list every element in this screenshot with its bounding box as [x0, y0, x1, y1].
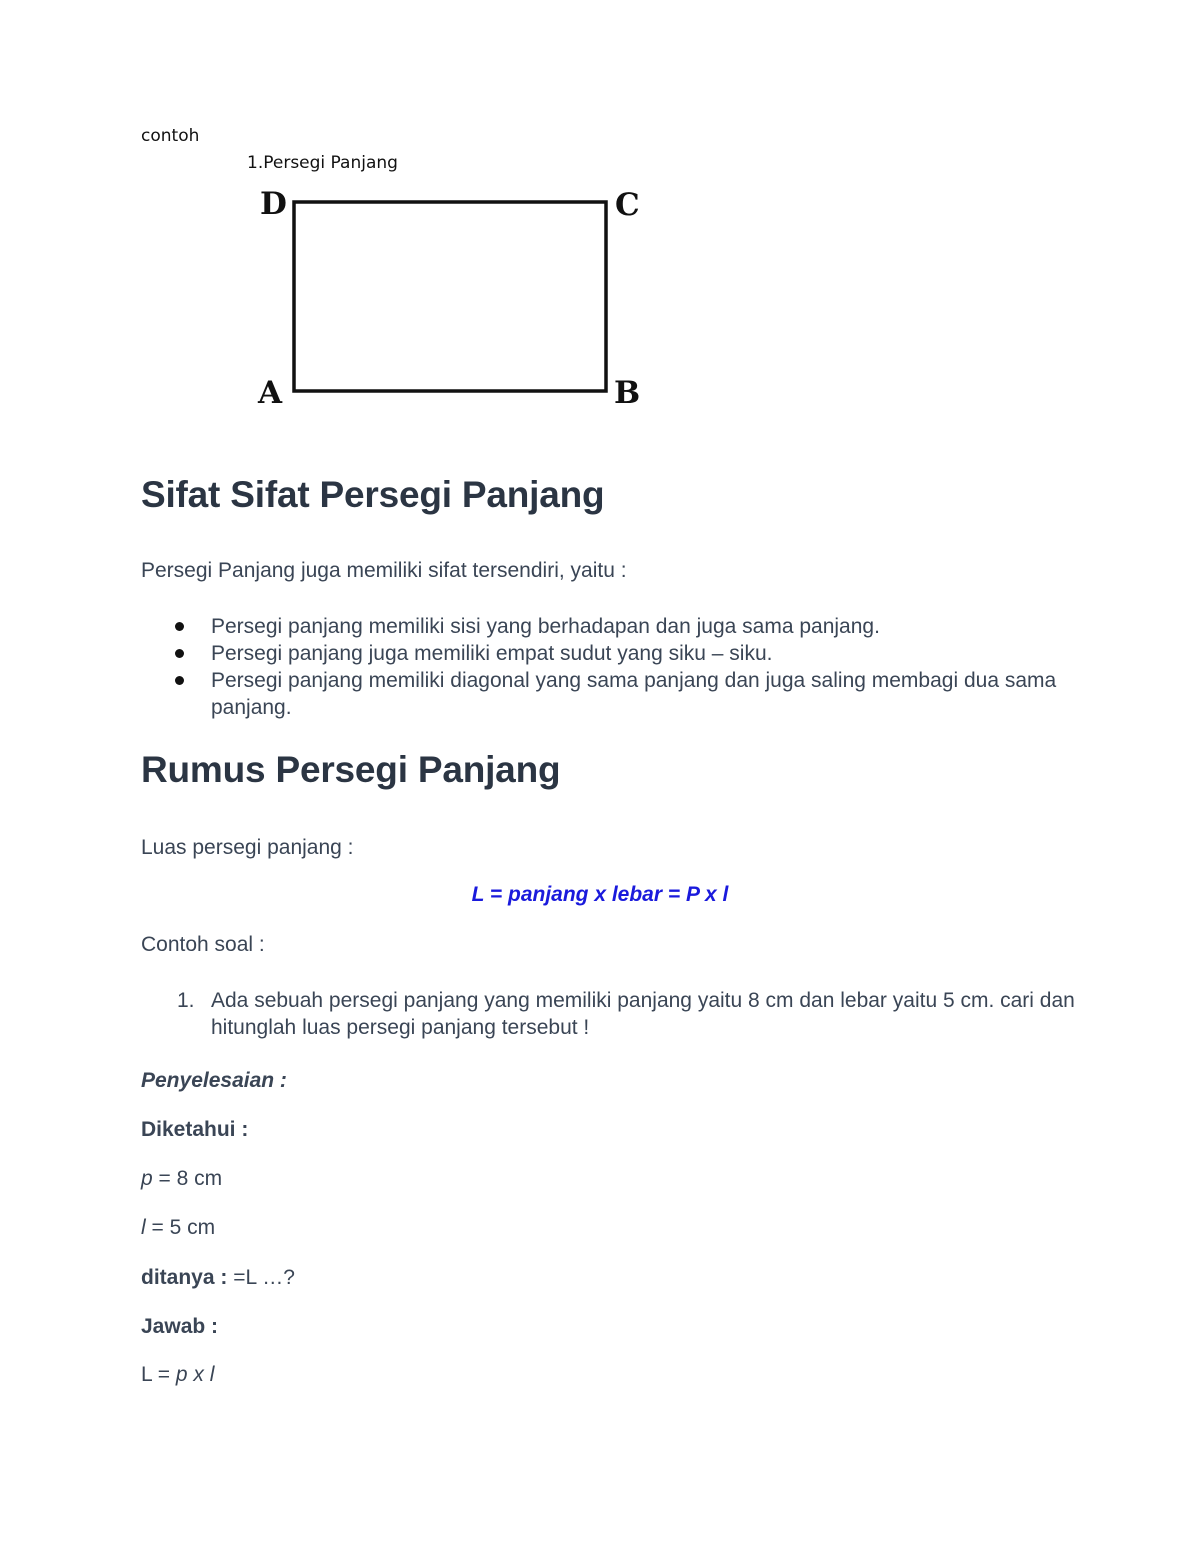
ditanya-value: =L …? [227, 1266, 295, 1289]
heading-sifat: Sifat Sifat Persegi Panjang [141, 474, 605, 515]
length-variable: p [141, 1167, 153, 1190]
answer-rhs: p x l [175, 1363, 215, 1386]
area-formula-text: L = panjang x lebar = P x l [471, 883, 729, 906]
problem-list [175, 987, 1075, 1041]
vertex-label-b: B [614, 375, 641, 411]
sifat-list [175, 613, 1075, 721]
list-item [175, 613, 1075, 640]
area-formula [0, 883, 1200, 907]
width-variable: l [141, 1216, 146, 1239]
problem-text: Ada sebuah persegi panjang yang memiliki panjang yaitu 8 cm dan lebar yaitu 5 cm. cari dan hitunglah luas persegi panjang tersebut ! [211, 989, 1075, 1039]
given-width [141, 1216, 215, 1240]
luas-label: Luas persegi panjang : [141, 836, 354, 859]
rectangle-diagram [250, 180, 660, 415]
diketahui-label: Diketahui : [141, 1118, 249, 1141]
bullet-icon [175, 622, 184, 631]
sifat-intro: Persegi Panjang juga memiliki sifat tersendiri, yaitu : [141, 559, 627, 582]
given-length [141, 1167, 222, 1191]
answer-lhs: L = [141, 1363, 176, 1386]
jawab-label: Jawab : [141, 1315, 219, 1338]
width-value: = 5 cm [145, 1216, 216, 1239]
answer-formula [141, 1363, 214, 1387]
vertex-label-a: A [258, 375, 283, 411]
heading-rumus: Rumus Persegi Panjang [141, 749, 561, 790]
vertex-label-c: C [615, 187, 640, 223]
bullet-icon [175, 649, 184, 658]
vertex-label-d: D [260, 186, 287, 222]
penyelesaian-label: Penyelesaian : [141, 1069, 287, 1092]
rectangle-shape [294, 202, 606, 391]
list-item [175, 640, 1075, 667]
length-value: = 8 cm [152, 1167, 223, 1190]
ditanya-line [141, 1266, 295, 1290]
list-item-text: Persegi panjang memiliki sisi yang berhadapan dan juga sama panjang. [211, 615, 880, 638]
contoh-soal-label: Contoh soal : [141, 933, 265, 956]
list-item-text: Persegi panjang juga memiliki empat sudut yang siku – siku. [211, 642, 773, 665]
list-item-text: Persegi panjang memiliki diagonal yang sama panjang dan juga saling membagi dua sama panjang. [211, 669, 1057, 719]
list-item [175, 987, 1075, 1041]
bullet-icon [175, 676, 184, 685]
list-number: 1. [177, 989, 195, 1012]
intro-label: contoh [141, 126, 200, 146]
list-item [175, 667, 1075, 721]
ditanya-label: ditanya : [141, 1266, 228, 1289]
figure-caption: 1.Persegi Panjang [247, 153, 398, 173]
